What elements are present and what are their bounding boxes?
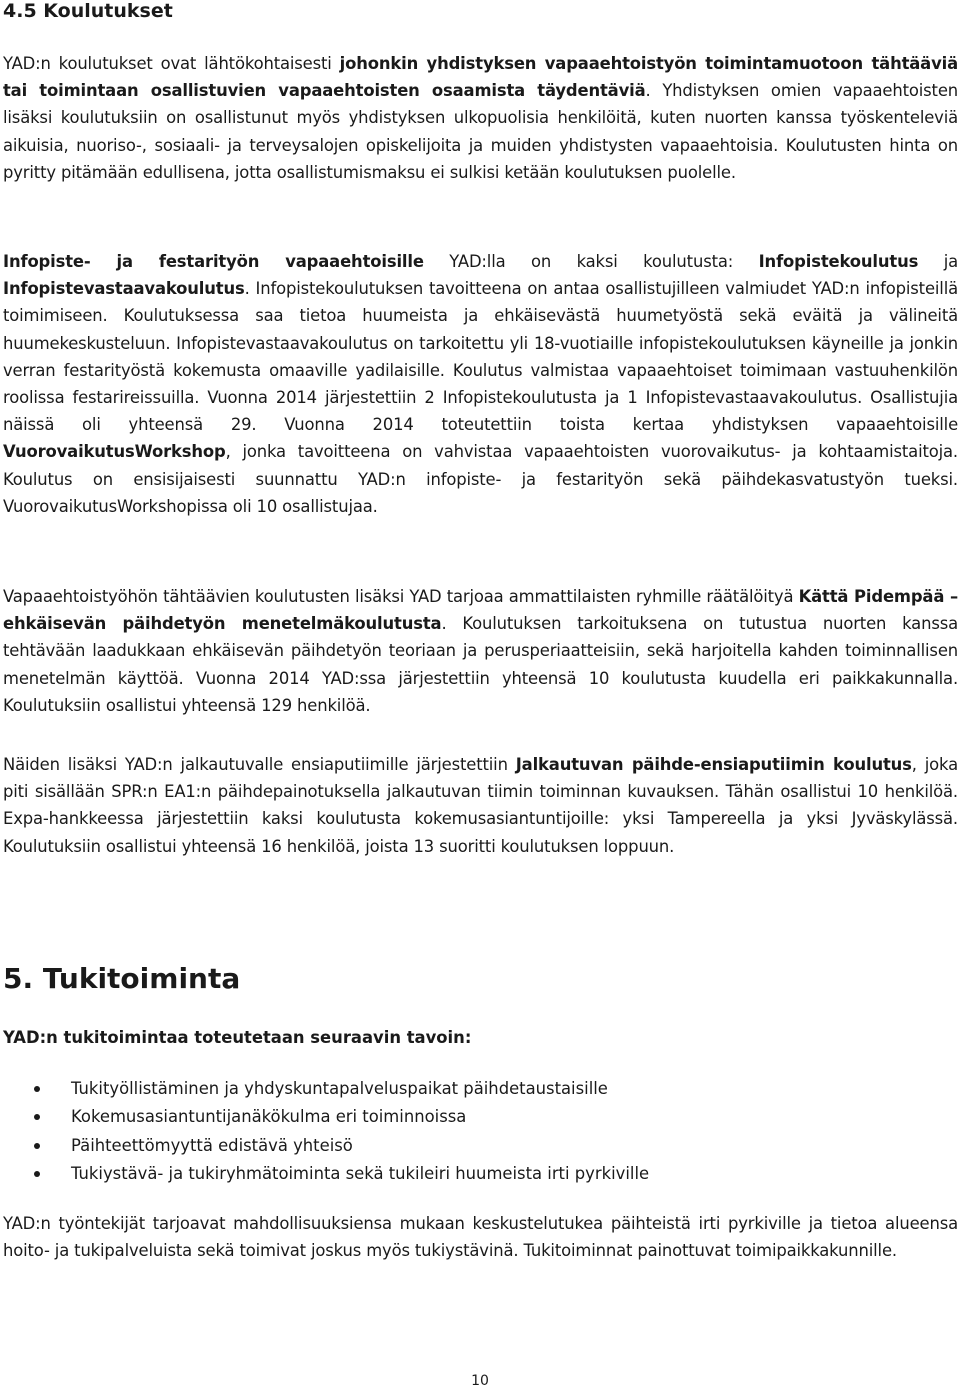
goals-list	[3, 1075, 958, 1188]
bullet-icon	[34, 1171, 40, 1177]
section-heading-tukitoiminta: 5. Tukitoiminta	[3, 962, 241, 995]
text-run: YAD:lla on kaksi koulutusta:	[423, 252, 759, 271]
bold-run: Infopistekoulutus	[758, 252, 919, 271]
bold-run: Infopistevastaavakoulutus	[3, 279, 245, 299]
paragraph-koulutukset-intro	[3, 50, 958, 186]
text-run: YAD:n koulutukset ovat lähtökohtaisesti	[3, 54, 340, 73]
list-item-text: Tukityöllistäminen ja yhdyskuntapalveluspaikat päihdetaustaisille	[71, 1079, 608, 1098]
bullet-icon	[34, 1086, 40, 1092]
list-item-text: Tukiystävä- ja tukiryhmätoiminta sekä tukileiri huumeista irti pyrkiville	[71, 1163, 650, 1183]
list-item	[3, 1160, 958, 1188]
bullet-icon	[34, 1143, 40, 1149]
list-item	[3, 1103, 958, 1131]
text-run: Näiden lisäksi YAD:n jalkautuvalle ensiaputiimille järjestettiin	[3, 755, 516, 774]
text-run: Vapaaehtoistyöhön tähtäävien koulutusten lisäksi YAD tarjoaa ammattilaisten ryhmille räätälöityä	[3, 587, 799, 606]
list-item-text: Kokemusasiantuntijanäkökulma eri toiminnoissa	[71, 1107, 467, 1127]
bold-run: Jalkautuvan päihde-ensiaputiimin koulutus	[515, 755, 912, 774]
text-run: . Koulutuksen tarkoituksena on tutustua nuorten kanssa tehtävään laadukkaan ehkäisevän päihdetyön teoriaan ja perusperiaatteisiin, sekä harjoitella kahden toiminnallisen menetelmän käyttöä. Vuonna 2014 YAD:ssa järjestettiin yhteensä 10 koulutusta kuudella eri paikkakunnalla. Koulutuksiin osallistui yhteensä 129 henkilöä.	[3, 614, 958, 715]
text-run: . Infopistekoulutuksen tavoitteena on antaa osallistujilleen valmiudet YAD:n infopisteillä toimimiseen. Koulutuksessa saa tietoa huumeista ja ehkäisevästä huumetyöstä sekä eväitä ja välineitä huumekeskusteluun. Infopistevastaavakoulutus on tarkoitettu yli 18-vuotiaille infopistekoulutuksen käyneille ja jonkin verran festarityöstä kokemusta omaaville yadilaisille. Koulutus valmistaa vapaaehtoiset toimimaan vastuuhenkilön roolissa festarireissuilla. Vuonna 2014 järjestettiin 2 Infopistekoulutusta ja 1 Infopistevastaavakoulutus. Osallistujia näissä oli yhteensä 29. Vuonna 2014 toteutettiin toista kertaa yhdistyksen vapaaehtoisille	[3, 279, 958, 435]
page-number: 10	[471, 1373, 489, 1389]
paragraph-katta-pidempaa	[3, 583, 958, 719]
bold-run: Infopiste- ja festarityön vapaaehtoisille	[3, 252, 424, 271]
bullet-icon	[34, 1114, 40, 1120]
bold-run: Kättä Pidempää – ehkäisevän päihdetyön menetelmäkoulutusta	[3, 587, 958, 634]
goals-heading: YAD:n tukitoimintaa toteutetaan seuraavin tavoin:	[3, 1028, 472, 1047]
section-heading-koulutukset: 4.5 Koulutukset	[3, 0, 173, 22]
text-run: . Yhdistyksen omien vapaaehtoisten lisäksi koulutuksiin on osallistunut myös yhdistyksen ulkopuolisia henkilöitä, kuten nuorten kanssa työskenteleviä aikuisia, nuoriso-, sosiaali- ja terveysalojen opiskelijoita ja muiden yhdistysten vapaaehtoisia. Koulutusten hinta on pyritty pitämään edullisena, jotta osallistumismaksu ei sulkisi ketään koulutuksen puolelle.	[3, 81, 959, 182]
list-item-text: Päihteettömyyttä edistävä yhteisö	[71, 1135, 353, 1155]
text-run: , jonka tavoitteena on vahvistaa vapaaehtoisten vuorovaikutus- ja kohtaamistaitoja. Koulutus on ensisijaisesti suunnattu YAD:n infopiste- ja festarityön sekä päihdekasvatustyön tueksi. VuorovaikutusWorkshopissa oli 10 osallistujaa.	[3, 442, 958, 516]
text-run: , joka piti sisällään SPR:n EA1:n päihdepainotuksella jalkautuvan tiimin toiminnan kuvauksen. Tähän osallistui 10 henkilöä. Expa-hankkeessa järjestettiin kaksi koulutusta kokemusasiantuntijoille: yksi Tampereella ja yksi Jyväskylässä. Koulutuksiin osallistui yhteensä 16 henkilöä, joista 13 suoritti koulutuksen loppuun.	[3, 755, 958, 856]
paragraph-tukitoiminta: YAD:n työntekijät tarjoavat mahdollisuuksiensa mukaan keskustelutukea päihteistä irti pyrkiville ja tietoa alueensa hoito- ja tukipalveluista sekä toimivat joskus myös tukiystävinä. Tukitoiminnat painottuvat toimipaikkakunnille.	[3, 1214, 958, 1261]
text-run: ja	[918, 252, 959, 271]
paragraph-ensiaputiimi	[3, 751, 958, 860]
bold-run: johonkin yhdistyksen vapaaehtoistyön toimintamuotoon tähtääviä tai toimintaan osallistuvien vapaaehtoisten osaamista täydentäviä	[3, 54, 959, 101]
list-item	[3, 1132, 958, 1160]
paragraph-infopiste	[3, 248, 958, 520]
bold-run: VuorovaikutusWorkshop	[3, 442, 226, 462]
list-item	[3, 1075, 958, 1103]
